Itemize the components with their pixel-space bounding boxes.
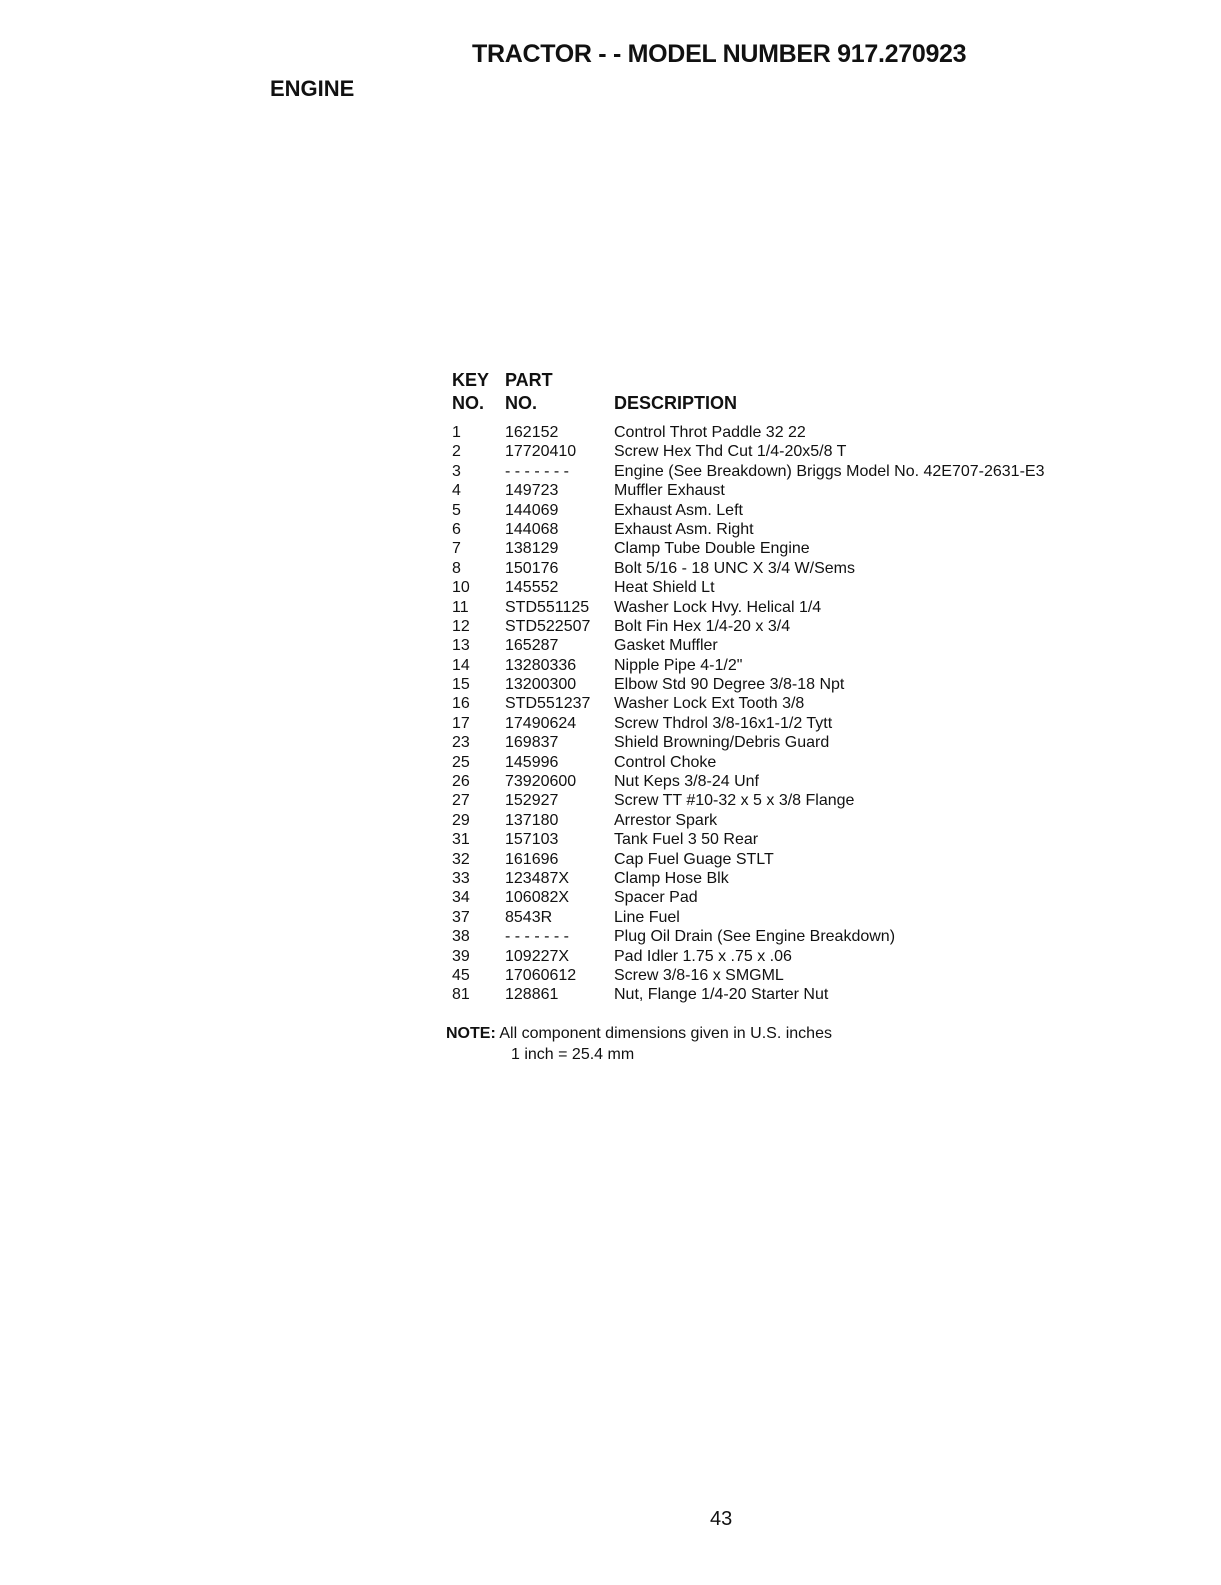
part-number: 17060612	[505, 966, 577, 984]
table-row	[0, 772, 1221, 791]
part-description: Nut, Flange 1/4-20 Starter Nut	[614, 986, 829, 1004]
part-description: Nut Keps 3/8-24 Unf	[614, 773, 759, 791]
table-row	[0, 617, 1221, 636]
part-description: Bolt Fin Hex 1/4-20 x 3/4	[614, 617, 791, 635]
key-number: 29	[452, 811, 470, 829]
part-number: - - - - - - -	[505, 928, 569, 946]
table-row	[0, 694, 1221, 713]
part-number: 150176	[505, 559, 559, 577]
table-row	[0, 501, 1221, 520]
page-number: 43	[710, 1508, 733, 1530]
key-number: 81	[452, 986, 470, 1004]
table-row	[0, 636, 1221, 655]
key-number: 14	[452, 656, 470, 674]
key-number: 5	[452, 501, 461, 519]
key-number: 8	[452, 559, 461, 577]
table-row	[0, 539, 1221, 558]
key-number: 12	[452, 617, 470, 635]
part-number: 145996	[505, 753, 559, 771]
part-description: Nipple Pipe 4-1/2"	[614, 656, 743, 674]
part-number: 152927	[505, 792, 559, 810]
part-description: Arrestor Spark	[614, 811, 718, 829]
key-number: 45	[452, 966, 470, 984]
part-number: 17490624	[505, 714, 577, 732]
table-row	[0, 869, 1221, 888]
part-description: Heat Shield Lt	[614, 579, 715, 597]
key-number: 32	[452, 850, 470, 868]
part-description: Exhaust Asm. Left	[614, 501, 743, 519]
key-header-line2: NO.	[452, 393, 485, 413]
section-heading: ENGINE	[270, 76, 355, 101]
key-number: 37	[452, 908, 470, 926]
part-description: Bolt 5/16 - 18 UNC X 3/4 W/Sems	[614, 559, 855, 577]
part-description: Washer Lock Ext Tooth 3/8	[614, 695, 805, 713]
part-number: 157103	[505, 831, 559, 849]
table-row	[0, 947, 1221, 966]
key-number: 16	[452, 695, 470, 713]
table-row	[0, 927, 1221, 946]
note	[446, 1023, 832, 1044]
table-row	[0, 675, 1221, 694]
part-description: Exhaust Asm. Right	[614, 520, 754, 538]
note-conversion: 1 inch = 25.4 mm	[511, 1046, 635, 1063]
table-row	[0, 423, 1221, 442]
part-number: 161696	[505, 850, 559, 868]
key-number: 1	[452, 424, 461, 441]
part-number: 13280336	[505, 656, 577, 674]
table-row	[0, 811, 1221, 830]
table-row	[0, 442, 1221, 461]
table-row	[0, 966, 1221, 985]
key-number: 15	[452, 676, 470, 694]
key-number: 11	[452, 598, 469, 616]
part-description: Screw TT #10-32 x 5 x 3/8 Flange	[614, 792, 855, 810]
part-number: 17720410	[505, 443, 577, 461]
key-number: 39	[452, 947, 470, 965]
part-number: 13200300	[505, 676, 577, 694]
key-number: 17	[452, 714, 470, 732]
part-description: Control Throt Paddle 32 22	[614, 424, 806, 441]
note-text: All component dimensions given in U.S. inches	[499, 1025, 832, 1042]
parts-list	[0, 423, 1221, 1005]
part-description: Cap Fuel Guage STLT	[614, 850, 774, 868]
part-number: 144069	[505, 501, 559, 519]
part-number: 138129	[505, 540, 559, 558]
table-row	[0, 733, 1221, 752]
part-description: Engine (See Breakdown) Briggs Model No. 42E707-2631-E3	[614, 462, 1045, 480]
key-number: 38	[452, 928, 470, 946]
part-number: 128861	[505, 986, 559, 1004]
key-number: 25	[452, 753, 470, 771]
table-row	[0, 985, 1221, 1004]
part-description: Pad Idler 1.75 x .75 x .06	[614, 947, 792, 965]
table-row	[0, 791, 1221, 810]
key-number: 26	[452, 773, 470, 791]
key-number: 2	[452, 443, 461, 461]
part-number: 106082X	[505, 889, 570, 907]
key-number: 31	[452, 831, 470, 849]
part-number: 137180	[505, 811, 559, 829]
key-number-header	[452, 369, 489, 415]
part-description: Control Choke	[614, 753, 717, 771]
table-row	[0, 888, 1221, 907]
key-header-line1: KEY	[452, 370, 490, 390]
part-number: 73920600	[505, 773, 577, 791]
part-description: Screw 3/8-16 x SMGML	[614, 966, 784, 984]
table-row	[0, 462, 1221, 481]
part-header-line1: PART	[505, 370, 553, 390]
table-row	[0, 520, 1221, 539]
part-description: Plug Oil Drain (See Engine Breakdown)	[614, 928, 896, 946]
part-number: 149723	[505, 482, 559, 500]
part-description: Washer Lock Hvy. Helical 1/4	[614, 598, 822, 616]
key-number: 27	[452, 792, 470, 810]
part-number: STD551125	[505, 598, 590, 616]
part-header-line2: NO.	[505, 393, 538, 413]
table-row	[0, 908, 1221, 927]
part-description: Screw Hex Thd Cut 1/4-20x5/8 T	[614, 443, 847, 461]
key-number: 7	[452, 540, 461, 558]
key-number: 4	[452, 482, 461, 500]
part-number-header	[505, 369, 553, 415]
part-number: STD522507	[505, 617, 591, 635]
part-number: 123487X	[505, 869, 570, 887]
key-number: 6	[452, 520, 461, 538]
part-description: Line Fuel	[614, 908, 680, 926]
part-description: Clamp Hose Blk	[614, 869, 729, 887]
part-number: 162152	[505, 424, 559, 441]
description-header: DESCRIPTION	[614, 393, 738, 413]
page-title: TRACTOR - - MODEL NUMBER 917.270923	[472, 40, 967, 68]
table-row	[0, 598, 1221, 617]
note-label: NOTE:	[446, 1025, 496, 1042]
table-row	[0, 578, 1221, 597]
part-description: Elbow Std 90 Degree 3/8-18 Npt	[614, 676, 845, 694]
part-number: 144068	[505, 520, 559, 538]
part-description: Clamp Tube Double Engine	[614, 540, 810, 558]
part-number: STD551237	[505, 695, 591, 713]
table-row	[0, 830, 1221, 849]
part-number: - - - - - - -	[505, 462, 569, 480]
part-number: 169837	[505, 734, 559, 752]
part-description: Tank Fuel 3 50 Rear	[614, 831, 759, 849]
table-row	[0, 656, 1221, 675]
key-number: 33	[452, 869, 470, 887]
part-description: Gasket Muffler	[614, 637, 718, 655]
table-row	[0, 714, 1221, 733]
part-description: Muffler Exhaust	[614, 482, 725, 500]
part-description: Spacer Pad	[614, 889, 698, 907]
key-number: 10	[452, 579, 470, 597]
table-row	[0, 850, 1221, 869]
part-number: 165287	[505, 637, 559, 655]
key-number: 34	[452, 889, 470, 907]
part-number: 8543R	[505, 908, 553, 926]
key-number: 13	[452, 637, 470, 655]
part-description: Screw Thdrol 3/8-16x1-1/2 Tytt	[614, 714, 833, 732]
part-description: Shield Browning/Debris Guard	[614, 734, 830, 752]
part-number: 109227X	[505, 947, 570, 965]
key-number: 3	[452, 462, 461, 480]
table-row	[0, 481, 1221, 500]
key-number: 23	[452, 734, 470, 752]
table-row	[0, 559, 1221, 578]
table-row	[0, 753, 1221, 772]
part-number: 145552	[505, 579, 559, 597]
